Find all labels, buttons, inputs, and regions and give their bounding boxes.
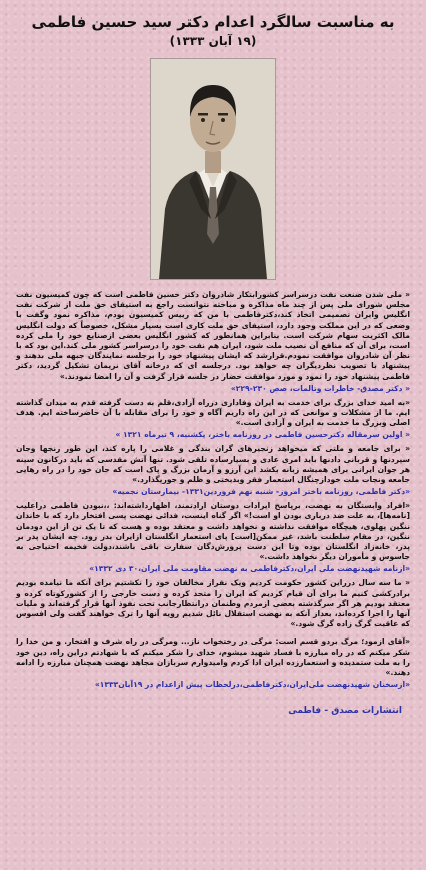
portrait-image [151,59,275,279]
quote-text: «افراد وابستگان به نهضت، برپاسخ ایرادات دوستان ارادتمند، اظهارداشته‌اند: ،،نبودن فاطمی دراعلیب [نامه‌ها]، به علت ضد درباری بودن او است!» اگر گناه اینست، فدائی نهضت پسی افتخار دارد که با خاندان ننگین پهلوی، هیچگاه موافقت نداشته و نخواهد داشت و معتقد بوده و هست که تا یک تن از این دودمان ننگین، در مقام سلطنت باشد، غیر ممکن[است] پای استعمار انگلستان ازایران بدر رود. چه ایشان پدر بر پدر، خانه‌زاد انگلستان بوده وتا این دست پرورش‌دگان سفارت باقی باشند،دولت فخیمه احتیاجی به جاسوس و مأموران دیگر نخواهد داشت.» [16,501,410,562]
quote-section-5 [10,578,416,629]
quote-text: «آقای ازمود؛ مرگ بردو قسم است: مرگی در رختخواب ناز... ومرگی در راه شرف و افتخار. و من خدا را شکر میکنم که در راه مبارزه با فساد شهید میشوم، خدای را شکر میکنم که با شهادتم دراین راه، دین خود را به ملت ستمدیده و استعمارزده ایران ادا کردم وامیدوارم سربازان مجاهد نهضت همچنان مبارزه را ادامه دهند.» [16,637,410,678]
portrait-photo [150,58,276,280]
quote-text: «به امید خدای بزرگ برای خدمت به ایران وفاداری درراه آزادی،قلم به دست گرفته قدم به میدان گذاشته ایم. ما از مشکلات و موانعی که در این راه داریم آگاه و خود را برای مقابله با آن حاضرساخته ایم. هدف اصلی وبزرگ ما خدمت به ایران و آزادی است.» [16,397,410,428]
quote-section-1 [10,290,416,394]
quote-text: « برای جامعه و ملتی که میخواهد زنجیرهای گران بندگی و غلامی را پاره کند، این طور رنجها وجان سپردنها و قربانی دادنها باید امری عادی و بسیارساده تلقی شود. تنها آتش مقدسی که باید درکانون سینه هر جوان ایرانی برای همیشه زبانه بکشد این آرزو و آرمان بزرگ و پاک است که جان خود را در راه رهایی جامعه ونجات ملت خودازچنگال استعمار فقر وبدبختی و ظلم و جورپگذارد.» [16,444,410,485]
publisher-name: انتشارات مصدق - فاطمی [288,706,402,717]
quote-text: « ما سه سال درراین کشور حکومت کردیم ویک نفراز مخالفان خود را نکشتیم برای آنکه ما نیامده بودیم برادرکشی کنیم ما برای آن قیام کردیم که ایران را متحد کرده و دست خارجی را از کشورکوتاه کرده و معتقد بودیم هر اگر سرگذشته بعضی ازمردم وطنمان درانتظارجانب تحت نفوذ آنها قرار گرفته‌اند و ملیات آنها را اجرا کرده‌اند، بعداز آنکه به نهضت استقلال نائل شدیم رویه آنها را ترک خواهند گفت ولی افسوس که عاقبت گرگ زاده گرگ شود.» [16,578,410,629]
quote-source: « دکتر مصدق- خاطرات وتالمات، صص ۲۳۰-۲۲۹» [230,383,410,393]
quote-text: « ملی شدن صنعت نفت درسراسر کشورابتکار شادروان دکتر حسین فاطمی است که چون کمیسیون نفت مجلس شورای ملی پس از چند ماه مذاکره و مباحثه نتوانست راجع به استیفای حق ملت از شرکت نفت انگلیس وایران تصمیمی اتخاذ کند،دکترفاطمی با من که رییس کمیسیون بودم، مذاکره نمود وگفت با وضعی که در این مملکت وجود دارد، استیفای حق ملت کاری است بسیار مشکل، خصوصاً که دولت انگلیس مالک اکثریت سهام شرکت است. بنابراین همانطور که کشور انگلیس بعضی ازصنایع خود را ملی کرده است، برای آن که منافع آن نصیب ملت شود، ایران هم نفت خود را درسراسر کشور ملی کند.این بود که با نظر آن شادروان موافقت نمودم.قرارشد که ایشان پیشنهاد خود را برجلسه نمایندگان جبهه ملی بدهند و پیشنهاد با تصویب نظردیگران چه خواهد بود. درجلسه ای که درخانه آقای نریمان تشکیل گردید، دکتر فاطمی پیشنهاد خود را نمود و مورد موافقت حضار در جلسه قرار گرفت و آن را امضا نمودند.» [16,290,410,381]
page-title: به مناسبت سالگرد اعدام دکتر سید حسین فاطمی [31,13,395,31]
page-subtitle: (۱۹ آبان ۱۳۳۳) [169,34,257,48]
quote-source: «ازسخنان شهیدنهضت ملی‌ایران،دکترفاطمی،درلحظات پیش ازاعدام در ۱۹آبان۱۳۳۳» [94,680,410,690]
quote-section-6 [10,637,416,690]
quote-section-2 [10,398,416,441]
quote-source: « اولین سرمقاله دکترحسین فاطمی در روزنامه باختر، یکشنبه، ۹ تیرماه ۱۳۲۱ » [115,430,410,440]
quote-section-3 [10,444,416,497]
quote-source: «دکتر فاطمی، روزنامه باختر امروز- شنبه نهم فروردین۱۳۳۱- بیمارستان نجمیه» [112,487,410,497]
quote-source: «ازنامه شهیدنهضت ملی ایران،دکترفاطمی به نهضت مقاومت ملی ایران،۳۰ دی ۱۳۳۲» [89,564,410,574]
quote-section-4 [10,501,416,574]
